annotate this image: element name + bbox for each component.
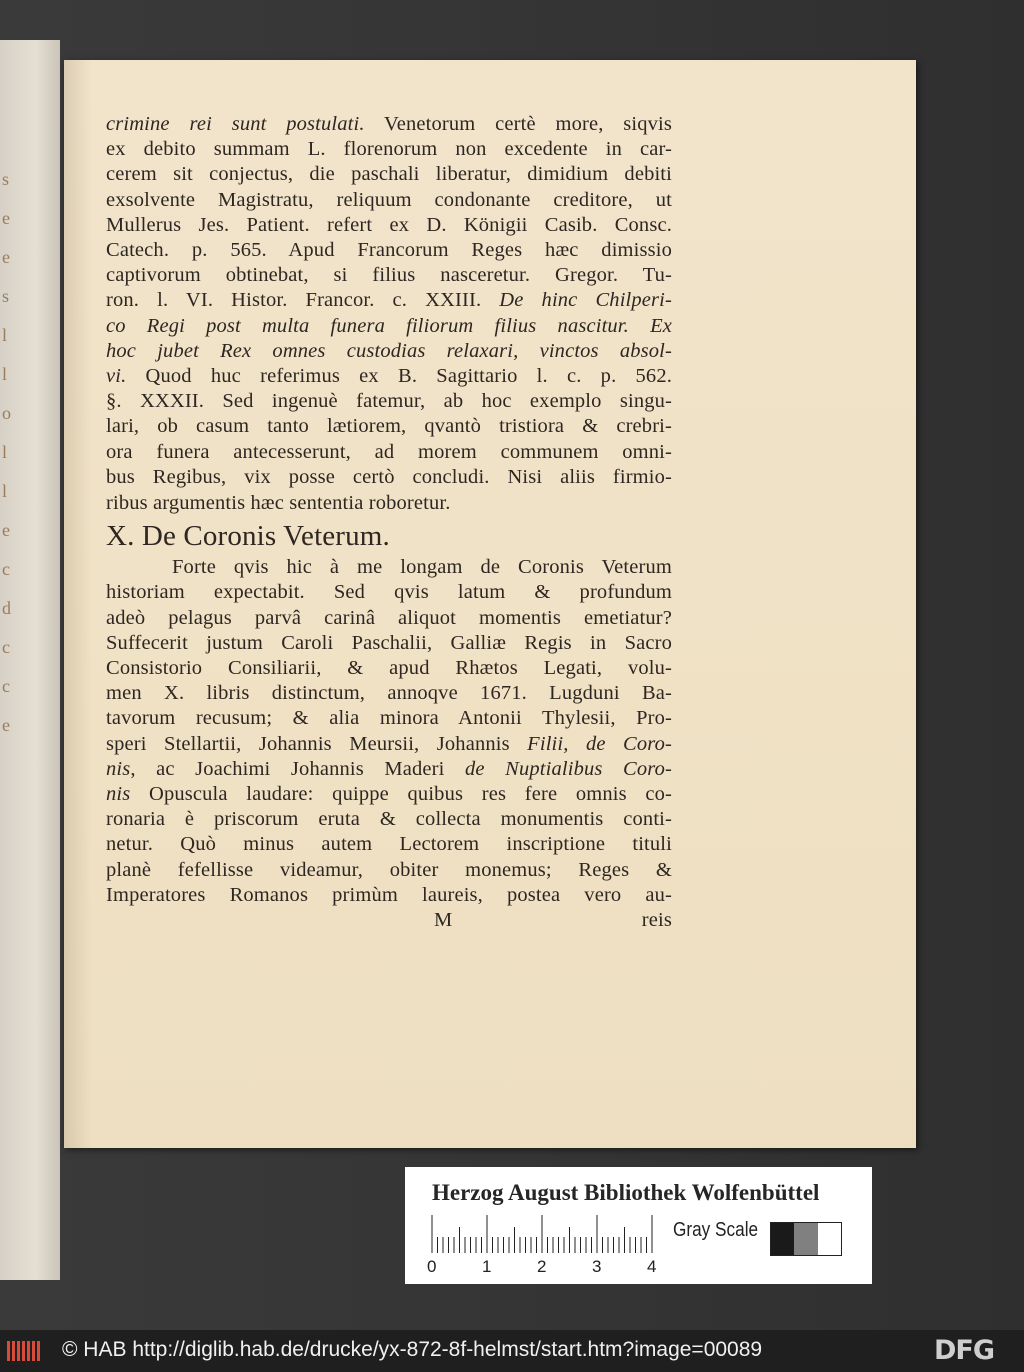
previous-page-letter: l (2, 481, 8, 501)
ruler-label: 1 (482, 1257, 492, 1276)
section-heading: X. De Coronis Veterum. (106, 520, 390, 553)
text-line: cerem sit conjectus, die paschali liberatur, dimidium debiti (106, 163, 672, 186)
gray-swatch (771, 1223, 794, 1255)
previous-page-letter: e (2, 208, 10, 228)
text-italic: nis (106, 757, 131, 780)
previous-page-letter: c (2, 559, 10, 579)
library-color-card (405, 1167, 872, 1284)
copyright-url: © HAB http://diglib.hab.de/drucke/yx-872-8f-helmst/start.htm?image=00089 (62, 1338, 763, 1361)
previous-page-letter: l (2, 442, 8, 462)
text-italic: co Regi post multa funera filiorum filius nascitur. Ex (106, 314, 672, 337)
ruler-label: 2 (537, 1257, 547, 1276)
page-text (106, 112, 672, 934)
text-line: Imperatores Romanos primùm laureis, postea vero au- (106, 883, 672, 906)
text-line: planè fefellisse videamur, obiter monemus; Reges & (106, 858, 672, 881)
previous-page-letter: e (2, 247, 10, 267)
hab-logo-icon (6, 1338, 46, 1364)
previous-page-letter: l (2, 325, 8, 345)
library-name: Herzog August Bibliothek Wolfenbüttel (432, 1180, 820, 1205)
previous-page-letter: o (2, 403, 11, 423)
text-line: Consistorio Consiliarii, & apud Rhætos Legati, volu- (106, 657, 672, 680)
text-italic: hoc jubet Rex omnes custodias relaxari, vinctos absol- (106, 339, 672, 362)
ruler-label: 4 (647, 1257, 657, 1276)
text-line: vi. Quod huc referimus ex B. Sagittario l. c. p. 562. (106, 365, 672, 388)
text-line: speri Stellartii, Johannis Meursii, Johannis Filii, de Coro- (106, 732, 672, 755)
text-line: ora funera antecesserunt, ad morem communem omni- (106, 440, 672, 463)
text-line: men X. libris distinctum, annoqve 1671. Lugduni Ba- (106, 682, 672, 705)
text-line: nis, ac Joachimi Johannis Maderi de Nuptialibus Coro- (106, 757, 672, 780)
ruler-icon (431, 1215, 664, 1253)
text-italic: crimine rei sunt postulati. (106, 113, 365, 135)
previous-page-edge (0, 40, 60, 1280)
text-line: ronaria è priscorum eruta & collecta monumentis conti- (106, 808, 672, 831)
text-line: ron. l. VI. Histor. Francor. c. XXIII. De hinc Chilperi- (106, 289, 673, 312)
text-line: crimine rei sunt postulati. Venetorum certè more, siqvis (106, 113, 672, 135)
text-line (106, 339, 672, 364)
dfg-logo: DFG (934, 1335, 995, 1366)
signature-mark: M (434, 909, 453, 932)
text-line: Suffecerit justum Caroli Paschalii, Galliæ Regis in Sacro (106, 631, 672, 654)
ruler-label: 0 (427, 1257, 437, 1276)
text-line: historiam expectabit. Sed qvis latum & profundum (106, 581, 672, 604)
gray-scale-label: Gray Scale (673, 1219, 759, 1241)
previous-page-letter: l (2, 364, 8, 384)
text-line: tavorum recusum; & alia minora Antonii Thylesii, Pro- (106, 707, 672, 730)
catchword: reis (641, 909, 672, 932)
previous-page-letter: s (2, 169, 10, 189)
text-line: adeò pelagus parvâ carinâ aliquot momentis emetiatur? (106, 606, 672, 629)
text-italic: de Nuptialibus Coro- (465, 757, 672, 780)
gray-swatch (794, 1223, 817, 1255)
text-italic: Filii, de Coro- (527, 732, 672, 755)
text-italic: vi. (106, 365, 127, 388)
text-line: ribus argumentis hæc sententia roboretur. (106, 492, 451, 515)
previous-page-letter: d (2, 598, 11, 618)
gray-scale-swatch (770, 1222, 842, 1256)
text-line: lari, ob casum tanto lætiorem, qvantò tristiora & crebri- (106, 415, 672, 438)
previous-page-letter: e (2, 520, 10, 540)
page-footer-line (106, 908, 672, 934)
text-italic: nis (106, 783, 131, 806)
text-line: Catech. p. 565. Apud Francorum Reges hæc dimissio (106, 239, 672, 262)
previous-page-letters (2, 160, 16, 745)
text-line: Forte qvis hic à me longam de Coronis Veterum (172, 556, 672, 579)
text-italic: De hinc Chilperi- (499, 289, 673, 312)
text-line: bus Regibus, vix posse certò concludi. Nisi aliis firmio- (106, 465, 672, 488)
text-line: nis Opuscula laudare: quippe quibus res fere omnis co- (106, 783, 672, 806)
ruler-label: 3 (592, 1257, 602, 1276)
previous-page-letter: c (2, 637, 10, 657)
footer-bar (0, 1330, 1024, 1372)
gray-swatch (818, 1223, 841, 1255)
previous-page-letter: e (2, 715, 10, 735)
previous-page-letter: s (2, 286, 10, 306)
previous-page-letter: c (2, 676, 10, 696)
text-line: ex debito summam L. florenorum non excedente in car- (106, 138, 672, 161)
text-line: netur. Quò minus autem Lectorem inscriptione tituli (106, 833, 672, 856)
text-line: §. XXXII. Sed ingenuè fatemur, ab hoc exemplo singu- (106, 390, 672, 413)
text-line (106, 314, 672, 339)
text-line: exsolvente Magistratu, reliquum condonante creditore, ut (106, 188, 672, 211)
text-line: Mullerus Jes. Patient. refert ex D. Königii Casib. Consc. (106, 213, 672, 236)
text-line: captivorum obtinebat, si filius nasceretur. Gregor. Tu- (106, 264, 672, 287)
